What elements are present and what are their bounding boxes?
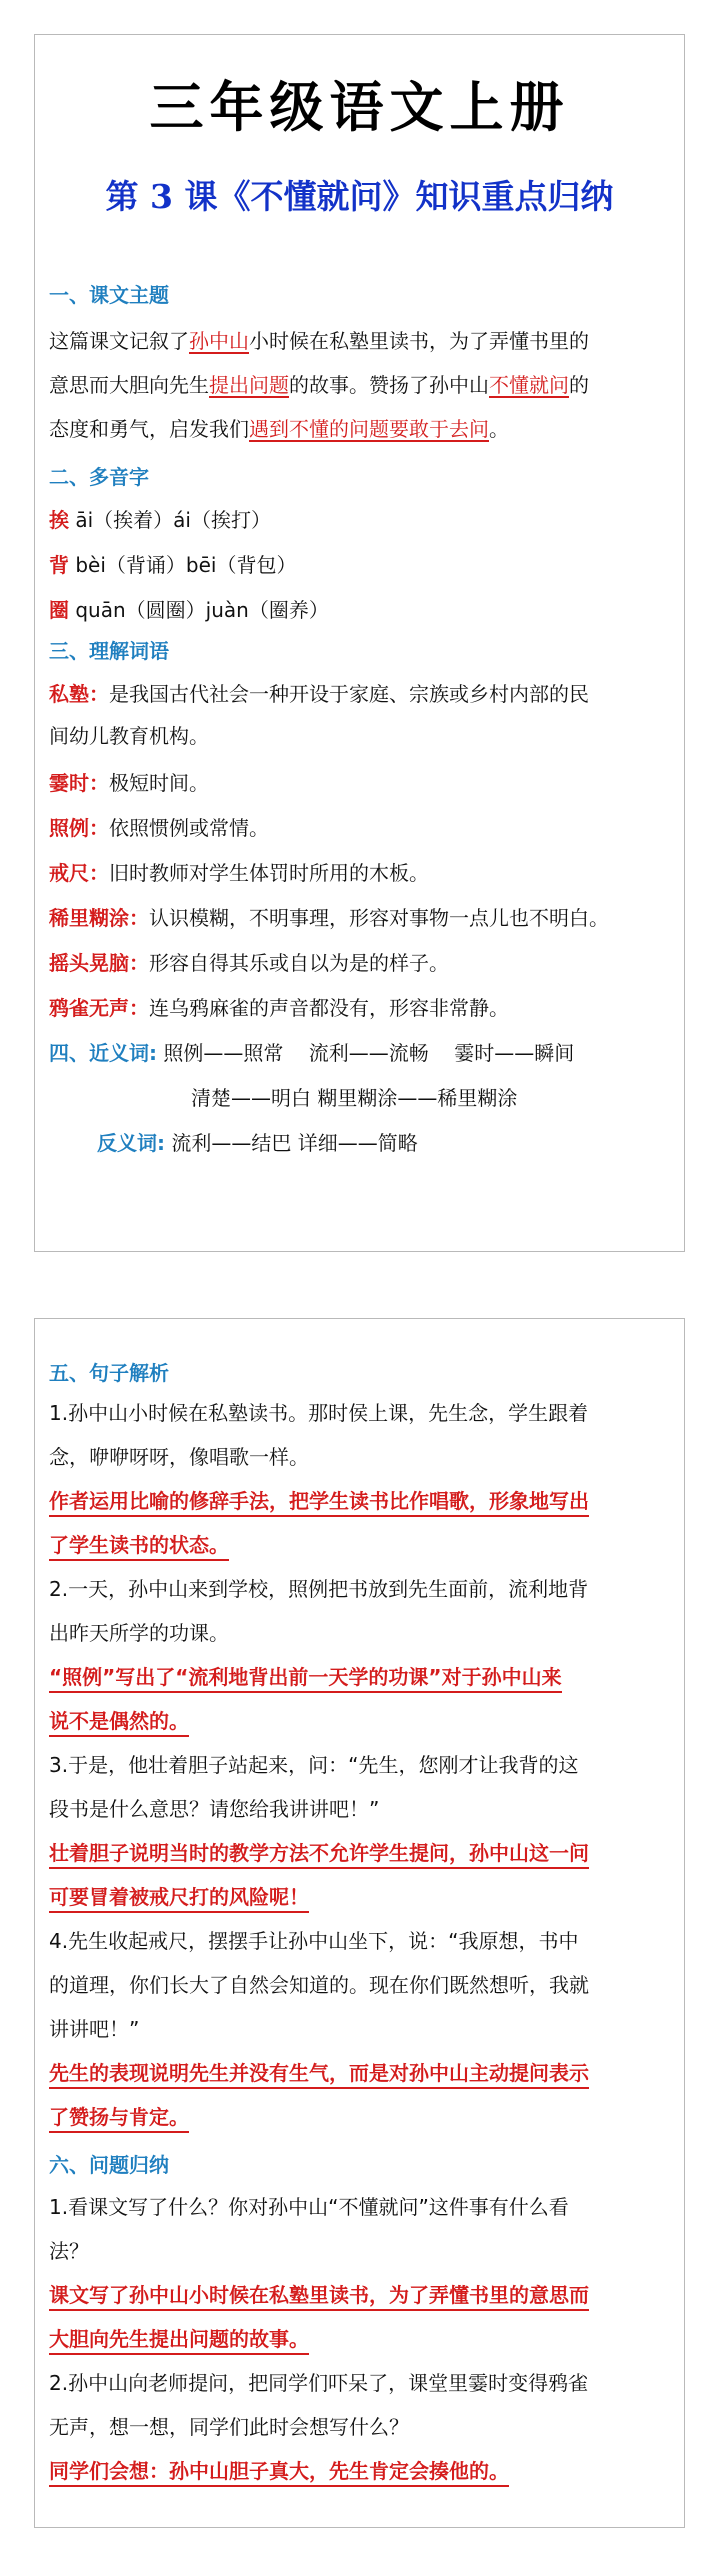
vocab-item-continued: 间幼儿教育机构。 (49, 724, 209, 748)
sentence-line: 3.于是，他壮着胆子站起来，问：“先生，您刚才让我背的这 (49, 1753, 579, 1777)
section-heading-vocabulary: 三、理解词语 (49, 639, 169, 663)
answer-line: 同学们会想：孙中山胆子真大，先生肯定会揍他的。 (49, 2449, 509, 2493)
analysis-line: “照例”写出了“流利地背出前一天学的功课”对于孙中山来 (49, 1655, 562, 1699)
sentence-line: 2.一天，孙中山来到学校，照例把书放到先生面前，流利地背 (49, 1577, 589, 1601)
answer-line: 大胆向先生提出问题的故事。 (49, 2317, 309, 2361)
question-line: 1.看课文写了什么？你对孙中山“不懂就问”这件事有什么看 (49, 2195, 569, 2219)
sentence-line: 出昨天所学的功课。 (49, 1621, 229, 1645)
knowledge-card-1 (34, 34, 685, 1252)
vocab-item: 稀里糊涂：认识模糊，不明事理，形容对事物一点儿也不明白。 (49, 906, 609, 930)
synonyms-row-1: 四、近义词: 照例——照常 流利——流畅 霎时——瞬间 (49, 1041, 575, 1065)
analysis-line: 了赞扬与肯定。 (49, 2095, 189, 2139)
answer-line: 课文写了孙中山小时候在私塾里读书，为了弄懂书里的意思而 (49, 2273, 589, 2317)
vocab-item: 霎时：极短时间。 (49, 771, 209, 795)
sentence-line: 的道理，你们长大了自然会知道的。现在你们既然想听，我就 (49, 1973, 589, 1997)
antonyms-row: 反义词: 流利——结巴 详细——简略 (97, 1131, 418, 1155)
analysis-line: 作者运用比喻的修辞手法，把学生读书比作唱歌，形象地写出 (49, 1479, 589, 1523)
page-title: 三年级语文上册 (149, 75, 570, 139)
section-heading-polyphones: 二、多音字 (49, 465, 149, 489)
synonyms-row-2: 清楚——明白 糊里糊涂——稀里糊涂 (191, 1086, 518, 1110)
sentence-line: 讲讲吧！” (49, 2017, 140, 2041)
sentence-line: 段书是什么意思？请您给我讲讲吧！” (49, 1797, 380, 1821)
theme-line-2: 意思而大胆向先生提出问题的故事。赞扬了孙中山不懂就问的 (49, 373, 589, 397)
vocab-item: 摇头晃脑：形容自得其乐或自以为是的样子。 (49, 951, 449, 975)
polyphone-row: 挨 āi（挨着）ái（挨打） (49, 508, 271, 532)
sentence-line: 念，咿咿呀呀，像唱歌一样。 (49, 1445, 309, 1469)
theme-line-1: 这篇课文记叙了孙中山小时候在私塾里读书，为了弄懂书里的 (49, 329, 589, 353)
section-heading-questions: 六、问题归纳 (49, 2153, 169, 2177)
theme-line-3: 态度和勇气，启发我们遇到不懂的问题要敢于去问。 (49, 417, 509, 441)
page-subtitle: 第 3 课《不懂就问》知识重点归纳 (105, 177, 614, 216)
analysis-line: 可要冒着被戒尺打的风险呢！ (49, 1875, 309, 1919)
polyphone-row: 圈 quān（圆圈）juàn（圈养） (49, 598, 329, 622)
analysis-line: 了学生读书的状态。 (49, 1523, 229, 1567)
analysis-line: 说不是偶然的。 (49, 1699, 189, 1743)
knowledge-card-2 (34, 1318, 685, 2528)
analysis-line: 壮着胆子说明当时的教学方法不允许学生提问，孙中山这一问 (49, 1831, 589, 1875)
section-heading-theme: 一、课文主题 (49, 283, 169, 307)
question-line: 无声，想一想，同学们此时会想写什么？ (49, 2415, 409, 2439)
vocab-item: 戒尺：旧时教师对学生体罚时所用的木板。 (49, 861, 429, 885)
vocab-item: 私塾：是我国古代社会一种开设于家庭、宗族或乡村内部的民 (49, 682, 589, 706)
analysis-line: 先生的表现说明先生并没有生气，而是对孙中山主动提问表示 (49, 2051, 589, 2095)
question-line: 2.孙中山向老师提问，把同学们吓呆了，课堂里霎时变得鸦雀 (49, 2371, 589, 2395)
sentence-line: 1.孙中山小时候在私塾读书。那时侯上课，先生念，学生跟着 (49, 1401, 589, 1425)
polyphone-row: 背 bèi（背诵）bēi（背包） (49, 553, 297, 577)
vocab-item: 照例：依照惯例或常情。 (49, 816, 269, 840)
vocab-item: 鸦雀无声：连乌鸦麻雀的声音都没有，形容非常静。 (49, 996, 509, 1020)
question-line: 法？ (49, 2239, 89, 2263)
sentence-line: 4.先生收起戒尺，摆摆手让孙中山坐下，说：“我原想，书中 (49, 1929, 579, 1953)
section-heading-sentences: 五、句子解析 (49, 1361, 169, 1385)
